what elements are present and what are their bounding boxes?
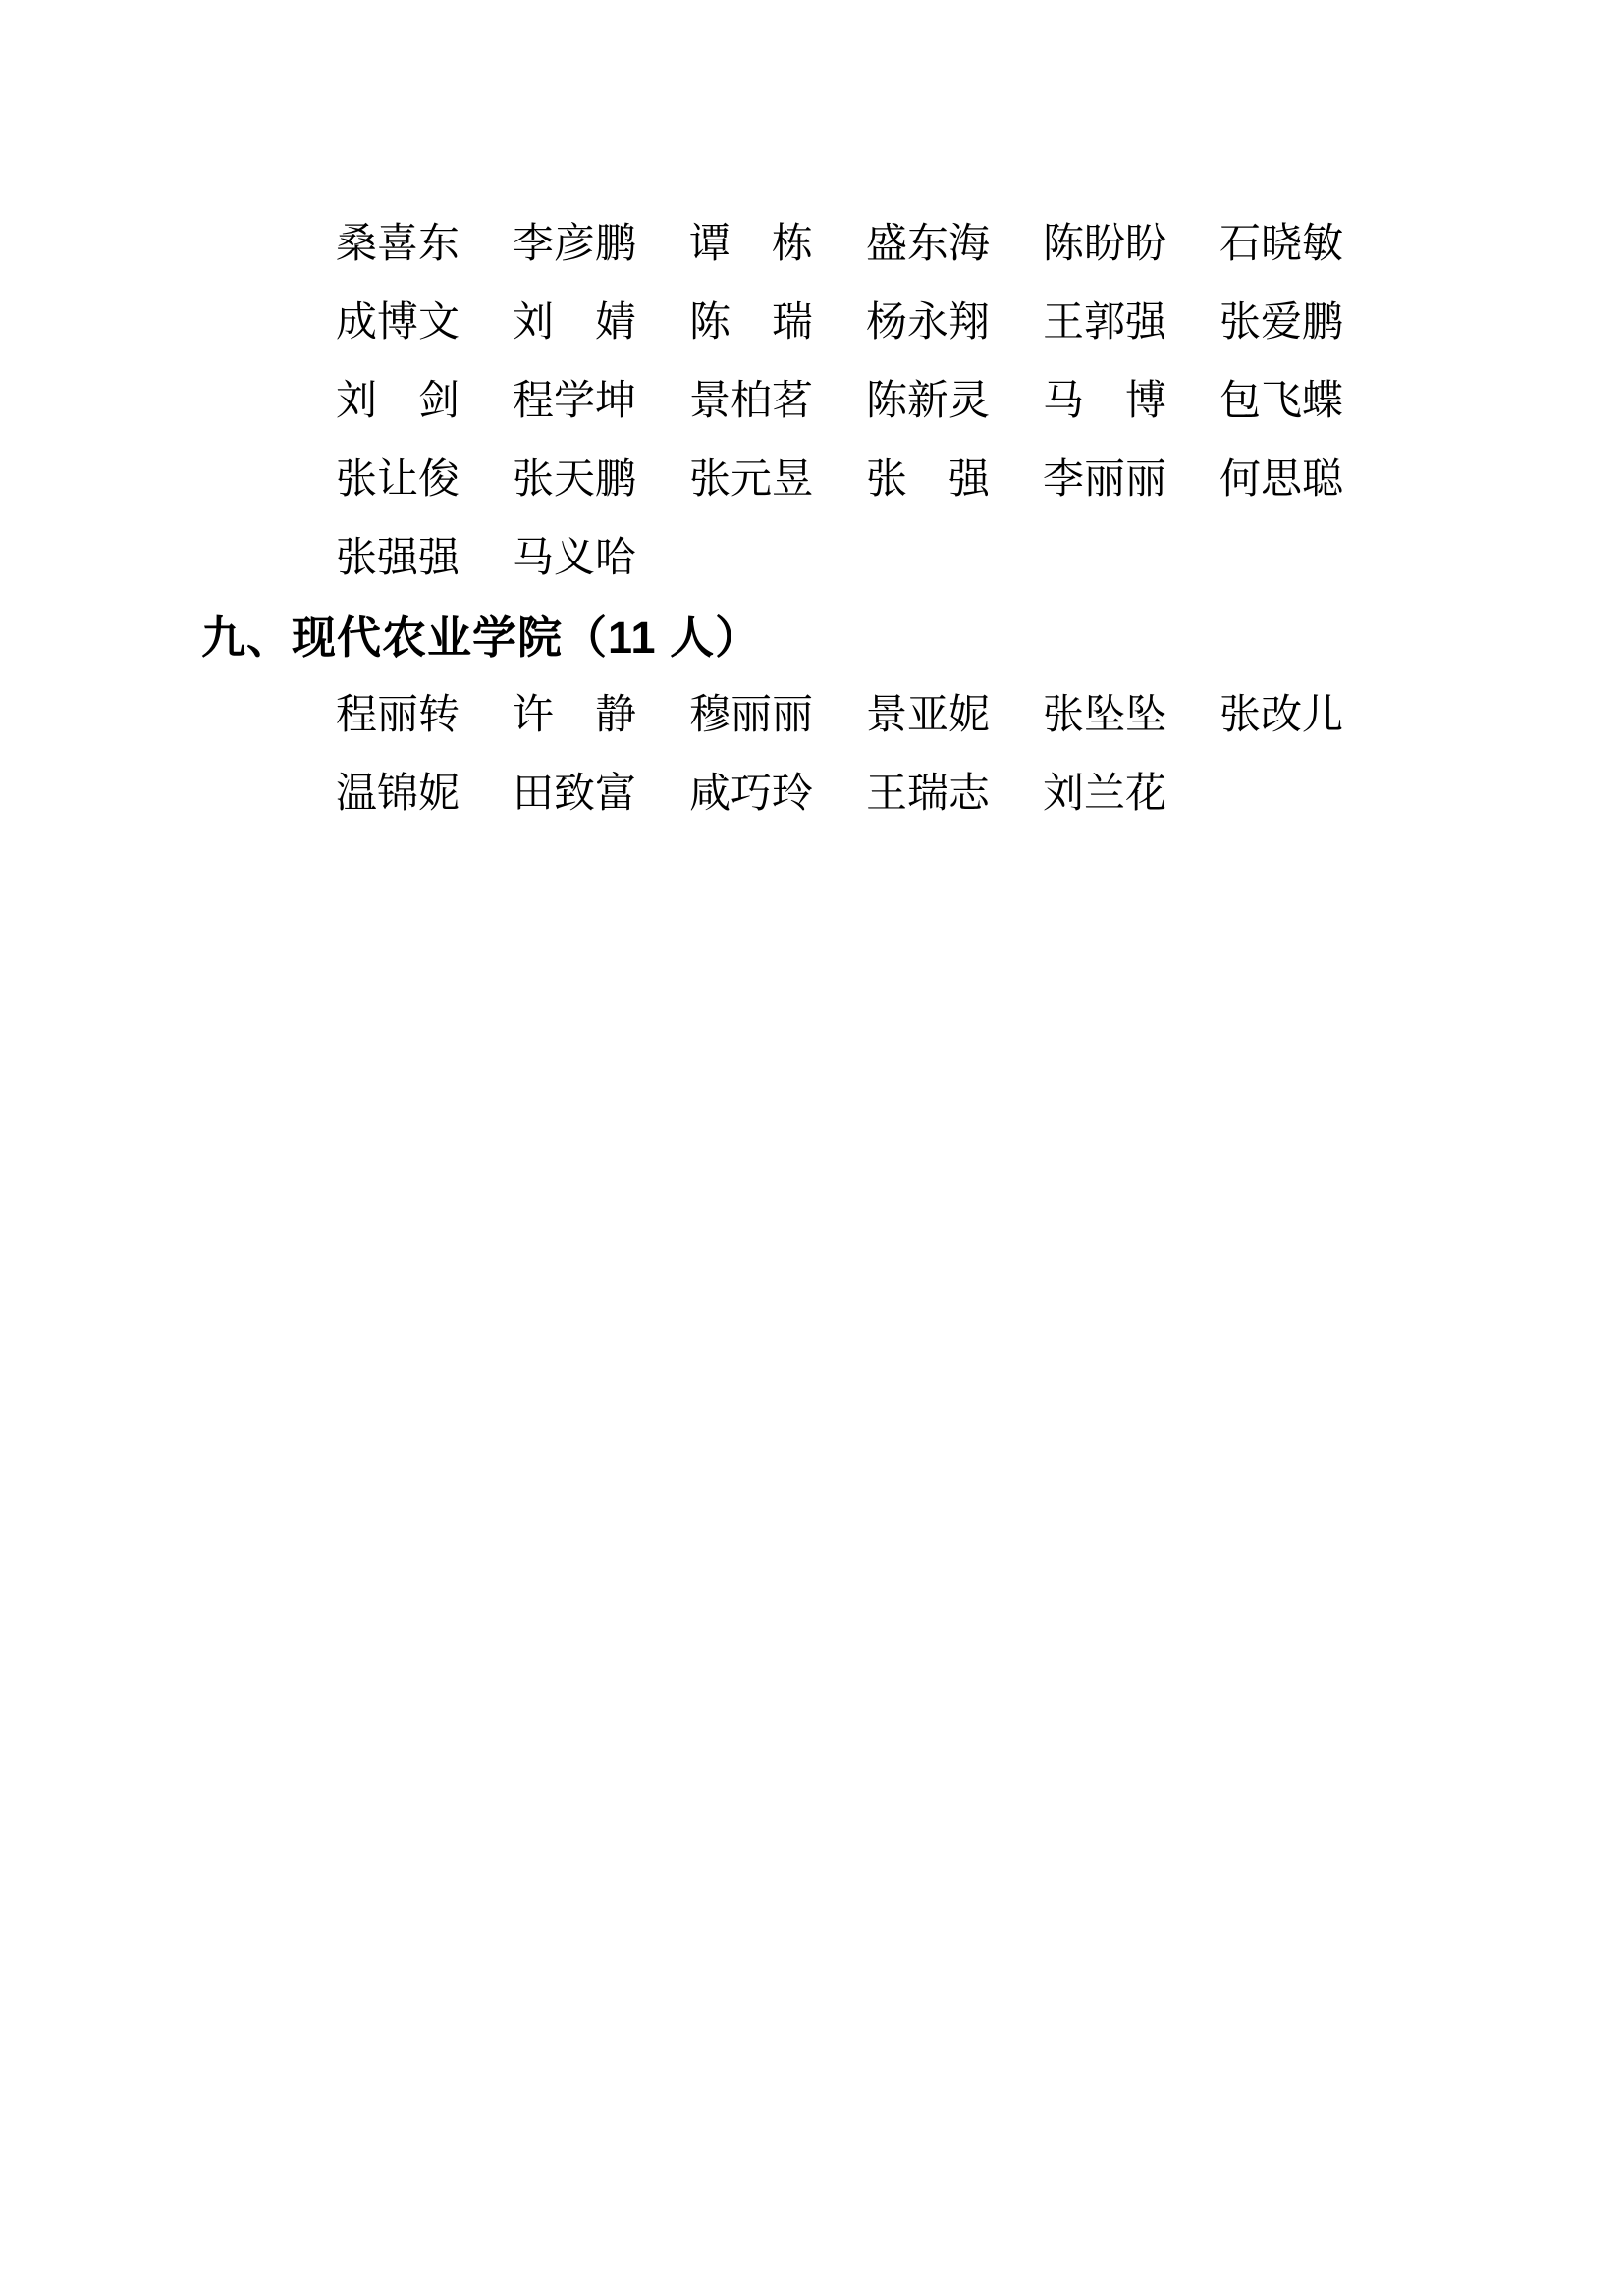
person-name xyxy=(689,459,813,501)
name-character: 马 xyxy=(1043,379,1085,424)
section-heading: 九、现代农业学院（11 人） xyxy=(201,613,761,663)
name-character: 丽 xyxy=(731,693,773,738)
person-name xyxy=(513,459,636,501)
name-character: 丽 xyxy=(1125,457,1167,503)
name-character: 温 xyxy=(336,772,378,817)
name-character: 郭 xyxy=(1084,300,1126,346)
name-character: 天 xyxy=(554,457,596,503)
name-character: 学 xyxy=(554,379,596,424)
person-name xyxy=(689,381,813,422)
name-character: 程 xyxy=(336,693,378,738)
name-character: 喜 xyxy=(377,222,419,267)
name-character: 丽 xyxy=(772,693,814,738)
person-name xyxy=(866,695,990,736)
name-character: 让 xyxy=(377,457,419,503)
name-character: 妮 xyxy=(418,772,460,817)
name-character: 思 xyxy=(1261,457,1303,503)
name-character: 文 xyxy=(418,300,460,346)
name-character: 玲 xyxy=(772,772,814,817)
name-character: 海 xyxy=(948,222,991,267)
person-name xyxy=(1043,224,1166,265)
person-name xyxy=(513,224,636,265)
name-character: 张 xyxy=(336,536,378,581)
name-character: 张 xyxy=(866,457,908,503)
name-character: 张 xyxy=(1043,693,1085,738)
name-character: 哈 xyxy=(595,536,637,581)
name-character: 鹏 xyxy=(595,222,637,267)
name-character: 灵 xyxy=(948,379,991,424)
name-character: 静 xyxy=(594,693,636,738)
name-character: 坠 xyxy=(1084,693,1126,738)
person-name xyxy=(1219,302,1343,344)
name-character: 马 xyxy=(513,536,555,581)
person-name xyxy=(336,774,460,815)
name-character: 强 xyxy=(418,536,460,581)
name-character: 刘 xyxy=(336,379,378,424)
person-name xyxy=(336,538,460,579)
person-name xyxy=(689,224,813,265)
name-character: 张 xyxy=(513,457,555,503)
name-character: 妮 xyxy=(948,693,991,738)
name-character: 瑞 xyxy=(907,772,949,817)
name-character: 巧 xyxy=(731,772,773,817)
name-character: 强 xyxy=(377,536,419,581)
name-character: 张 xyxy=(689,457,731,503)
name-character: 飞 xyxy=(1261,379,1303,424)
person-name xyxy=(336,224,460,265)
name-character: 何 xyxy=(1219,457,1262,503)
person-name xyxy=(866,302,990,344)
name-row xyxy=(336,362,1343,441)
name-row xyxy=(336,755,1343,833)
name-character: 昱 xyxy=(772,457,814,503)
name-character: 儿 xyxy=(1302,693,1344,738)
person-name xyxy=(1219,381,1343,422)
person-name xyxy=(1043,302,1166,344)
name-character: 致 xyxy=(554,772,596,817)
name-character: 王 xyxy=(866,772,908,817)
name-character: 永 xyxy=(907,300,949,346)
person-name xyxy=(689,774,813,815)
name-character: 谭 xyxy=(689,222,731,267)
name-row xyxy=(336,441,1343,519)
name-character: 翔 xyxy=(948,300,991,346)
person-name xyxy=(513,774,636,815)
person-name xyxy=(1043,459,1166,501)
person-name xyxy=(336,302,460,344)
name-character: 新 xyxy=(907,379,949,424)
name-character: 景 xyxy=(866,693,908,738)
person-name xyxy=(866,381,990,422)
name-character: 陈 xyxy=(1043,222,1085,267)
name-character: 李 xyxy=(513,222,555,267)
name-character: 东 xyxy=(907,222,949,267)
name-character: 彦 xyxy=(554,222,596,267)
name-character: 陈 xyxy=(866,379,908,424)
name-character: 王 xyxy=(1043,300,1085,346)
person-name xyxy=(336,381,460,422)
name-character: 盛 xyxy=(866,222,908,267)
person-name xyxy=(866,224,990,265)
name-character: 鹏 xyxy=(595,457,637,503)
person-name xyxy=(513,538,636,579)
name-character: 栋 xyxy=(771,222,813,267)
name-character: 花 xyxy=(1125,772,1167,817)
name-character: 茗 xyxy=(772,379,814,424)
person-name xyxy=(1219,459,1343,501)
name-character: 坠 xyxy=(1125,693,1167,738)
person-name xyxy=(336,695,460,736)
name-character: 亚 xyxy=(907,693,949,738)
name-character: 博 xyxy=(377,300,419,346)
name-character: 张 xyxy=(1219,693,1262,738)
name-character: 盼 xyxy=(1125,222,1167,267)
name-character: 俊 xyxy=(418,457,460,503)
name-character: 博 xyxy=(1124,379,1166,424)
name-character: 鹏 xyxy=(1302,300,1344,346)
name-character: 强 xyxy=(1125,300,1167,346)
name-character: 瑞 xyxy=(771,300,813,346)
person-name xyxy=(336,459,460,501)
name-character: 穆 xyxy=(689,693,731,738)
name-character: 桑 xyxy=(336,222,378,267)
name-list-previous-section xyxy=(336,205,1343,598)
person-name xyxy=(513,302,636,344)
name-row xyxy=(336,205,1343,284)
name-row xyxy=(336,519,1343,598)
name-character: 蝶 xyxy=(1302,379,1344,424)
person-name xyxy=(1043,695,1166,736)
name-character: 志 xyxy=(948,772,991,817)
name-character: 强 xyxy=(947,457,990,503)
name-character: 咸 xyxy=(689,772,731,817)
name-character: 杨 xyxy=(866,300,908,346)
name-character: 成 xyxy=(336,300,378,346)
name-character: 元 xyxy=(731,457,773,503)
name-character: 爱 xyxy=(1261,300,1303,346)
person-name xyxy=(1043,774,1166,815)
name-character: 东 xyxy=(418,222,460,267)
person-name xyxy=(1043,381,1166,422)
name-character: 刘 xyxy=(513,300,555,346)
name-character: 田 xyxy=(513,772,555,817)
name-character: 兰 xyxy=(1084,772,1126,817)
name-character: 盼 xyxy=(1084,222,1126,267)
name-list-section-9 xyxy=(336,676,1343,833)
name-character: 锦 xyxy=(377,772,419,817)
person-name xyxy=(866,774,990,815)
name-character: 坤 xyxy=(595,379,637,424)
name-character: 程 xyxy=(513,379,555,424)
name-row xyxy=(336,676,1343,755)
name-character: 包 xyxy=(1219,379,1262,424)
name-character: 景 xyxy=(689,379,731,424)
name-character: 转 xyxy=(418,693,460,738)
person-name xyxy=(513,381,636,422)
name-character: 石 xyxy=(1219,222,1262,267)
name-character: 义 xyxy=(554,536,596,581)
name-character: 改 xyxy=(1261,693,1303,738)
name-character: 富 xyxy=(595,772,637,817)
person-name xyxy=(1219,224,1343,265)
person-name xyxy=(866,459,990,501)
name-row xyxy=(336,284,1343,362)
person-name xyxy=(1219,695,1343,736)
name-character: 丽 xyxy=(377,693,419,738)
name-character: 丽 xyxy=(1084,457,1126,503)
name-character: 刘 xyxy=(1043,772,1085,817)
name-character: 柏 xyxy=(731,379,773,424)
name-character: 张 xyxy=(336,457,378,503)
name-character: 晓 xyxy=(1261,222,1303,267)
person-name xyxy=(689,302,813,344)
name-character: 许 xyxy=(513,693,555,738)
person-name xyxy=(689,695,813,736)
name-character: 张 xyxy=(1219,300,1262,346)
name-character: 剑 xyxy=(417,379,460,424)
person-name xyxy=(513,695,636,736)
name-character: 李 xyxy=(1043,457,1085,503)
name-character: 聪 xyxy=(1302,457,1344,503)
name-character: 敏 xyxy=(1302,222,1344,267)
name-character: 陈 xyxy=(689,300,731,346)
name-character: 婧 xyxy=(594,300,636,346)
